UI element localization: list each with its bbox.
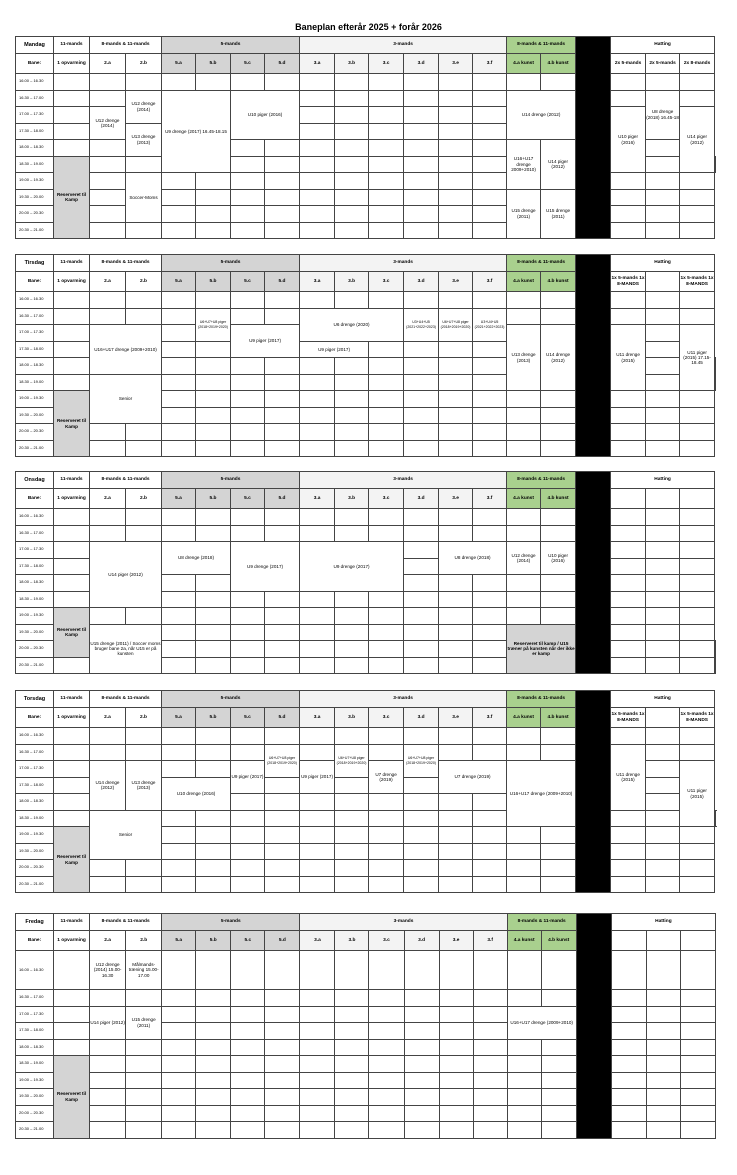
time-slot: 18.30 – 19.00 (16, 810, 54, 827)
field-2b: 2.b (126, 272, 162, 292)
field-3b: 3.b (335, 54, 369, 74)
time-slot: 16.30 – 17.00 (16, 990, 54, 1007)
time-slot: 16.30 – 17.00 (16, 525, 54, 542)
booking: U8 drenge (2018) 16.45-18 (646, 90, 680, 140)
col-11-mands: 11-mands (54, 472, 90, 489)
field-4a: 4.a kunst (507, 489, 541, 509)
col-3-mands: 3-mands (300, 255, 507, 272)
field-5d: 5.d (265, 54, 300, 74)
time-slot: 20.00 – 20.30 (16, 860, 54, 877)
field-5c: 5.c (231, 272, 265, 292)
time-slot: 18.00 – 18.30 (16, 140, 54, 157)
day-name: Fredag (16, 914, 54, 931)
black-divider (576, 472, 611, 674)
booking: U10 piger (2016) (231, 90, 300, 140)
col-5-mands: 5-mands (162, 37, 300, 54)
time-slot: 18.00 – 18.30 (16, 1039, 54, 1056)
booking: U7 drenge (2019) (369, 761, 404, 794)
reserved-block: Reserveret til Kamp (54, 391, 90, 457)
time-slot: 20.30 – 21.00 (16, 876, 54, 893)
time-slot: 17.30 – 18.00 (16, 123, 54, 140)
day-table-fredag (15, 913, 716, 1139)
field-5b: 5.b (196, 54, 231, 74)
time-slot: 20.00 – 20.30 (16, 424, 54, 441)
field-5a: 5.a (162, 272, 196, 292)
field-1: 1 opvarming (54, 931, 90, 951)
booking: U9 piger (2017) (231, 325, 300, 358)
time-slot: 17.30 – 18.00 (16, 341, 54, 358)
booking: U14 piger (2012) (541, 140, 576, 190)
field-3b: 3.b (335, 708, 369, 728)
booking: U14 piger (2012) (90, 1006, 126, 1039)
field-3a: 3.a (300, 489, 335, 509)
col-5-mands: 5-mands (162, 255, 300, 272)
time-slot: 17.00 – 17.30 (16, 325, 54, 342)
field-3c: 3.c (369, 272, 404, 292)
hat-field-3: 2x 8-mands (680, 54, 715, 74)
field-5d: 5.d (265, 931, 300, 951)
field-3a: 3.a (300, 708, 335, 728)
booking: U16+U17 drenge 2009+2010) (507, 140, 541, 190)
field-3e: 3.e (439, 54, 473, 74)
day-name: Torsdag (16, 691, 54, 708)
field-5c: 5.c (231, 931, 265, 951)
booking: U16+U17 drenge (2009+2010) (90, 325, 162, 375)
field-2a: 2.a (90, 489, 126, 509)
col-hatting: Hatting (611, 472, 715, 489)
field-2a: 2.a (90, 54, 126, 74)
field-4a: 4.a kunst (507, 708, 541, 728)
field-4b: 4.b kunst (541, 54, 576, 74)
time-slot: 20.30 – 21.00 (16, 657, 54, 674)
field-3e: 3.e (439, 708, 473, 728)
black-divider (576, 37, 611, 239)
booking: U15 drenge (2011) (541, 189, 576, 239)
field-2b: 2.b (126, 931, 162, 951)
hat-field-2: 2x 5-mands (646, 54, 680, 74)
field-5d: 5.d (265, 708, 300, 728)
col-11-mands: 11-mands (54, 255, 90, 272)
field-4a: 4.a kunst (507, 54, 541, 74)
field-4a: 4.a kunst (507, 272, 541, 292)
col-8-11-mands: 8-mands & 11-mands (90, 691, 162, 708)
black-divider (576, 914, 611, 1139)
booking: U8 drenge (2018) (439, 542, 507, 575)
bane-label: Bane: (16, 708, 54, 728)
field-4b: 4.b kunst (541, 272, 576, 292)
col-hatting: Hatting (611, 37, 715, 54)
time-slot: 16.00 – 16.30 (16, 74, 54, 91)
black-divider (576, 691, 611, 893)
booking: U14 drenge (2012) (90, 761, 126, 811)
hat-field-2 (646, 708, 680, 728)
time-slot: 18.00 – 18.30 (16, 575, 54, 592)
field-3f: 3.f (473, 489, 507, 509)
time-slot: 16.30 – 17.00 (16, 90, 54, 107)
booking: U10 drenge (2016) (162, 777, 231, 810)
booking: U6+U7+U8 piger (2018+2019+2020) (265, 744, 300, 777)
time-slot: 19.30 – 20.00 (16, 407, 54, 424)
booking: U6+U7+U8 piger (2018+2019+2020) (335, 744, 369, 777)
booking: Soccer-Moms (126, 173, 162, 223)
time-slot: 18.30 – 19.00 (16, 374, 54, 391)
time-slot: 17.30 – 18.00 (16, 558, 54, 575)
time-slot: 20.30 – 21.00 (16, 440, 54, 457)
field-1: 1 opvarming (54, 54, 90, 74)
time-slot: 18.30 – 19.00 (16, 156, 54, 173)
booking: U12 drenge (2014) 15.00-16.30 (90, 951, 126, 990)
hat-field-1: 1x 5-mands 1x 8-MANDS (611, 708, 646, 728)
booking: U15 drenge (2011) / Soccer moms bruger bane 2a, når U15 er på kunsten (90, 624, 162, 674)
booking: U7 drenge (2019) (439, 761, 507, 794)
col-hatting: Hatting (611, 691, 715, 708)
time-slot: 17.00 – 17.30 (16, 107, 54, 124)
booking: U11 drenge (2015) (611, 744, 646, 810)
booking: Senior (90, 810, 162, 860)
booking: U13 drenge (2013) (507, 325, 541, 391)
field-5d: 5.d (265, 272, 300, 292)
booking: U10 piger (2016) (611, 107, 646, 173)
col-kunst: 8-mands & 11-mands (507, 472, 576, 489)
col-11-mands: 11-mands (54, 914, 90, 931)
day-name: Onsdag (16, 472, 54, 489)
field-3c: 3.c (369, 54, 404, 74)
time-slot: 20.30 – 21.00 (16, 222, 54, 239)
col-3-mands: 3-mands (300, 472, 507, 489)
field-5c: 5.c (231, 54, 265, 74)
field-2a: 2.a (90, 272, 126, 292)
field-1: 1 opvarming (54, 272, 90, 292)
time-slot: 20.00 – 20.30 (16, 206, 54, 223)
bane-label: Bane: (16, 272, 54, 292)
reserved-block: Reserveret til Kamp (54, 608, 90, 658)
booking: U11 piger (2015) (680, 761, 715, 827)
day-table-mandag (15, 36, 716, 239)
time-slot: 16.00 – 16.30 (16, 951, 54, 990)
field-3f: 3.f (473, 708, 507, 728)
col-11-mands: 11-mands (54, 37, 90, 54)
field-3e: 3.e (439, 489, 473, 509)
booking: U9 piger (2017) (231, 761, 265, 794)
time-slot: 17.00 – 17.30 (16, 761, 54, 778)
booking: U9 drenge (2017) (300, 542, 404, 592)
booking: U11 piger (2015) 17.15-18.45 (680, 325, 715, 391)
field-1: 1 opvarming (54, 708, 90, 728)
field-5a: 5.a (162, 489, 196, 509)
field-3e: 3.e (439, 272, 473, 292)
col-3-mands: 3-mands (300, 914, 507, 931)
booking: U6+U7+U8 piger (2018+2019+2020) (196, 308, 231, 341)
booking: U14 piger (2012) (90, 542, 162, 608)
time-slot: 19.00 – 19.30 (16, 827, 54, 844)
booking: U12 drenge (2014) (126, 90, 162, 123)
col-3-mands: 3-mands (300, 37, 507, 54)
booking: U9 drenge (2017) (231, 542, 300, 592)
field-2a: 2.a (90, 708, 126, 728)
field-3c: 3.c (369, 931, 404, 951)
time-slot: 16.00 – 16.30 (16, 728, 54, 745)
time-slot: 18.00 – 18.30 (16, 794, 54, 811)
booking: U9 drenge (2017) 16.45-18.15 (162, 90, 231, 173)
reserved-block: Reserveret til Kamp (54, 1056, 90, 1139)
time-slot: 16.30 – 17.00 (16, 308, 54, 325)
booking: Reserveret til kamp / U15 træner på kunsten når der ikke er kamp (507, 624, 576, 674)
field-2b: 2.b (126, 54, 162, 74)
field-3d: 3.d (404, 54, 439, 74)
time-slot: 19.30 – 20.00 (16, 1089, 54, 1106)
black-divider (576, 255, 611, 457)
time-slot: 17.30 – 18.00 (16, 777, 54, 794)
col-8-11-mands: 8-mands & 11-mands (90, 255, 162, 272)
field-5a: 5.a (162, 708, 196, 728)
booking: U14 drenge (2012) (507, 90, 576, 140)
booking: Målmands-træning 15.00-17.00 (126, 951, 162, 990)
field-3b: 3.b (335, 931, 369, 951)
time-slot: 19.30 – 20.00 (16, 189, 54, 206)
field-3b: 3.b (335, 272, 369, 292)
field-5c: 5.c (231, 708, 265, 728)
booking: U13 drenge (2013) (126, 761, 162, 811)
hat-field-3: 1x 5-mands 1x 8-MANDS (680, 272, 715, 292)
field-5a: 5.a (162, 54, 196, 74)
time-slot: 19.00 – 19.30 (16, 1072, 54, 1089)
booking: U14 piger (2012) (680, 107, 715, 173)
booking: U11 drenge (2015) (611, 325, 646, 391)
time-slot: 19.00 – 19.30 (16, 608, 54, 625)
field-5d: 5.d (265, 489, 300, 509)
col-5-mands: 5-mands (162, 472, 300, 489)
field-2b: 2.b (126, 489, 162, 509)
field-5b: 5.b (196, 708, 231, 728)
col-8-11-mands: 8-mands & 11-mands (90, 914, 162, 931)
field-3f: 3.f (473, 931, 507, 951)
col-11-mands: 11-mands (54, 691, 90, 708)
time-slot: 19.00 – 19.30 (16, 173, 54, 190)
day-table-torsdag (15, 690, 716, 893)
field-4b: 4.b kunst (541, 489, 576, 509)
col-kunst: 8-mands & 11-mands (507, 37, 576, 54)
col-3-mands: 3-mands (300, 691, 507, 708)
page-title: Baneplan efterår 2025 + forår 2026 (295, 22, 442, 32)
time-slot: 19.30 – 20.00 (16, 624, 54, 641)
booking: U12 drenge (2014) (90, 107, 126, 140)
field-5b: 5.b (196, 272, 231, 292)
field-3d: 3.d (404, 272, 439, 292)
time-slot: 20.00 – 20.30 (16, 1105, 54, 1122)
time-slot: 18.30 – 19.00 (16, 1056, 54, 1073)
hat-field-3: 1x 5-mands 1x 8-MANDS (680, 708, 715, 728)
col-8-11-mands: 8-mands & 11-mands (90, 472, 162, 489)
day-name: Mandag (16, 37, 54, 54)
booking: U6+U7+U8 piger (2018+2019+2020) (439, 308, 473, 341)
booking: U15 drenge (2011) (507, 189, 541, 239)
booking: U10 piger (2016) (541, 542, 576, 575)
booking: Senior (90, 374, 162, 424)
time-slot: 17.00 – 17.30 (16, 542, 54, 559)
booking: U6+U7+U8 piger (2018+2019+2020) (404, 744, 439, 777)
day-table-tirsdag (15, 254, 716, 457)
booking: U3+U4+U5 (2021+2022+2023) (404, 308, 439, 341)
booking: U9 piger (2017) (300, 761, 335, 794)
booking: U15 drenge (2011) (126, 1006, 162, 1039)
field-3a: 3.a (300, 54, 335, 74)
field-1: 1 opvarming (54, 489, 90, 509)
bane-label: Bane: (16, 489, 54, 509)
booking: U13 drenge (2013) (126, 123, 162, 156)
hat-field-2 (646, 272, 680, 292)
time-slot: 20.30 – 21.00 (16, 1122, 54, 1139)
booking: U3+U4+U5 (2021+2022+2023) (473, 308, 507, 341)
booking: U6 drenge (2020) (300, 308, 404, 341)
col-8-11-mands: 8-mands & 11-mands (90, 37, 162, 54)
time-slot: 16.00 – 16.30 (16, 292, 54, 309)
field-3b: 3.b (335, 489, 369, 509)
booking: U16+U17 drenge (2009+2010) (507, 761, 576, 827)
time-slot: 19.00 – 19.30 (16, 391, 54, 408)
booking: U16+U17 drenge (2009+2010) (507, 1006, 576, 1039)
time-slot: 16.00 – 16.30 (16, 509, 54, 526)
field-3c: 3.c (369, 708, 404, 728)
field-3a: 3.a (300, 272, 335, 292)
col-hatting: Hatting (611, 914, 715, 931)
time-slot: 19.30 – 20.00 (16, 843, 54, 860)
field-4b: 4.b kunst (541, 931, 576, 951)
col-5-mands: 5-mands (162, 691, 300, 708)
time-slot: 17.30 – 18.00 (16, 1023, 54, 1040)
field-5c: 5.c (231, 489, 265, 509)
booking: U14 drenge (2012) (541, 325, 576, 391)
field-3f: 3.f (473, 54, 507, 74)
hat-field-1: 1x 5-mands 1x 8-MANDS (611, 272, 646, 292)
field-3d: 3.d (404, 708, 439, 728)
reserved-block: Reserveret til Kamp (54, 156, 90, 239)
bane-label: Bane: (16, 54, 54, 74)
field-3a: 3.a (300, 931, 335, 951)
field-2b: 2.b (126, 708, 162, 728)
bane-label: Bane: (16, 931, 54, 951)
field-3c: 3.c (369, 489, 404, 509)
col-hatting: Hatting (611, 255, 715, 272)
col-kunst: 8-mands & 11-mands (507, 691, 576, 708)
field-5a: 5.a (162, 931, 196, 951)
field-5b: 5.b (196, 931, 231, 951)
col-kunst: 8-mands & 11-mands (507, 255, 576, 272)
field-5b: 5.b (196, 489, 231, 509)
field-3d: 3.d (404, 489, 439, 509)
time-slot: 20.00 – 20.30 (16, 641, 54, 658)
col-5-mands: 5-mands (162, 914, 300, 931)
field-3d: 3.d (404, 931, 439, 951)
day-table-onsdag (15, 471, 716, 674)
booking: U8 drenge (2018) (162, 542, 231, 575)
time-slot: 16.30 – 17.00 (16, 744, 54, 761)
field-3e: 3.e (439, 931, 473, 951)
reserved-block: Reserveret til Kamp (54, 827, 90, 893)
col-kunst: 8-mands & 11-mands (507, 914, 576, 931)
time-slot: 18.00 – 18.30 (16, 358, 54, 375)
field-3f: 3.f (473, 272, 507, 292)
field-4a: 4.a kunst (507, 931, 541, 951)
time-slot: 18.30 – 19.00 (16, 591, 54, 608)
field-4b: 4.b kunst (541, 708, 576, 728)
time-slot: 17.00 – 17.30 (16, 1006, 54, 1023)
booking: U9 piger (2017) (300, 341, 369, 358)
booking: U12 drenge (2014) (507, 542, 541, 575)
day-name: Tirsdag (16, 255, 54, 272)
hat-field-1: 2x 5-mands (611, 54, 646, 74)
field-2a: 2.a (90, 931, 126, 951)
